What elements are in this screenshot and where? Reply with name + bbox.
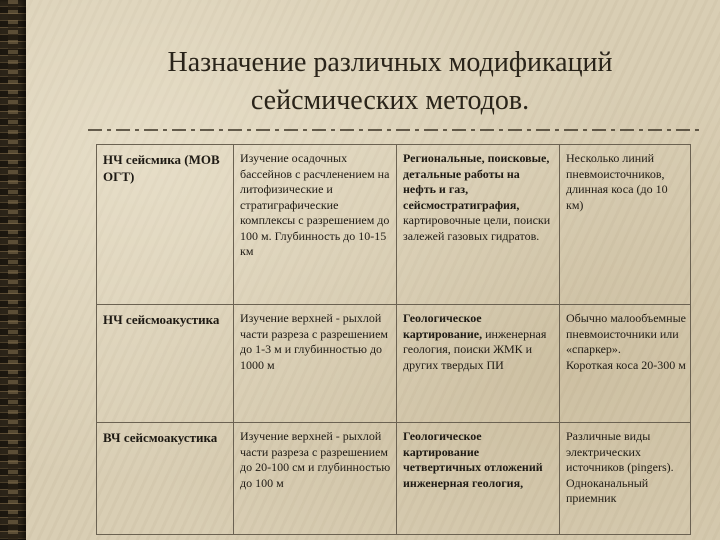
equipment-text: Различные виды электрических источников (pingers). Одноканальный приемник bbox=[566, 429, 674, 505]
task-cell: Изучение верхней - рыхлой части разреза с разрешением до 1-3 м и глубинностью до 1000 м bbox=[234, 305, 397, 423]
equipment-cell bbox=[560, 423, 691, 535]
decorative-left-border bbox=[0, 0, 26, 540]
decorative-divider bbox=[88, 125, 700, 135]
application-bold-text: Региональные, поисковые, детальные работы на нефть и газ, сейсмостратиграфия, bbox=[403, 151, 550, 212]
table-row bbox=[97, 145, 691, 305]
equipment-extra-text: Короткая коса 20-300 м bbox=[566, 357, 686, 372]
application-bold-text: Геологическое картирование, bbox=[403, 311, 483, 341]
application-cell bbox=[397, 423, 560, 535]
task-cell: Изучение осадочных бассейнов с расчленением на литофизические и стратиграфические комплексы с разрешением до 100 м. Глубинность до 10-15 км bbox=[234, 145, 397, 305]
method-cell: НЧ сейсмоакустика bbox=[97, 305, 234, 423]
method-cell: ВЧ сейсмоакустика bbox=[97, 423, 234, 535]
table-row bbox=[97, 305, 691, 423]
application-bold-text: Геологическое картирование четвертичных отложений инженерная геология, bbox=[403, 429, 543, 490]
application-text: картировочные цели, поиски залежей газовых гидратов. bbox=[403, 213, 551, 243]
title-line-1: Назначение различных модификаций bbox=[167, 47, 613, 78]
equipment-cell bbox=[560, 145, 691, 305]
slide-title bbox=[60, 44, 720, 120]
task-cell: Изучение верхней - рыхлой части разреза с разрешением до 20-100 см и глубинностью до 100 м bbox=[234, 423, 397, 535]
methods-table bbox=[96, 144, 691, 535]
application-cell bbox=[397, 145, 560, 305]
method-cell: НЧ сейсмика (МОВ ОГТ) bbox=[97, 145, 234, 305]
equipment-text: Несколько линий пневмоисточников, длинная коса (до 10 км) bbox=[566, 151, 668, 212]
application-cell bbox=[397, 305, 560, 423]
application-text: инженерная геология, поиски ЖМК и других твердых ПИ bbox=[403, 326, 547, 372]
table-row bbox=[97, 423, 691, 535]
title-line-2: сейсмических методов. bbox=[250, 85, 530, 116]
equipment-cell bbox=[560, 305, 691, 423]
equipment-text: Обычно малообъемные пневмоисточники или «спаркер». bbox=[566, 311, 686, 356]
